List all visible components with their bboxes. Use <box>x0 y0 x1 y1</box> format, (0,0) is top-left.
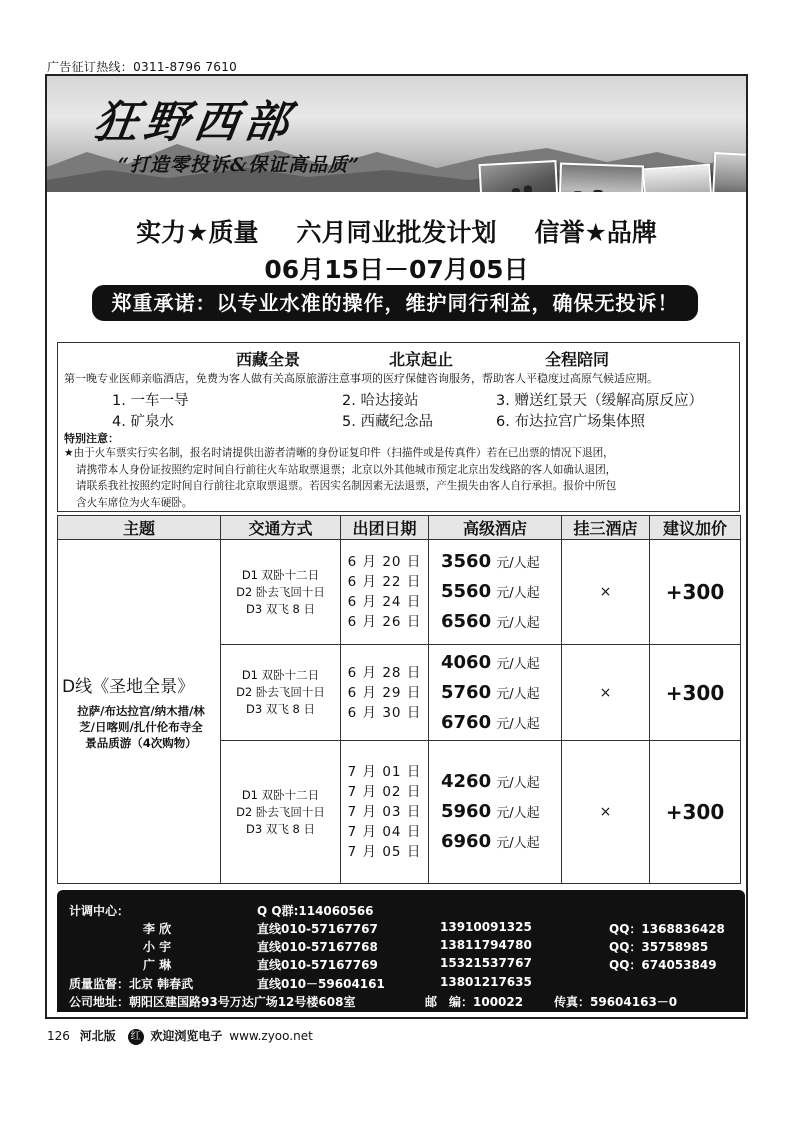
price-line <box>441 767 561 797</box>
price-unit: 元/人起 <box>496 686 540 702</box>
qq-group: Q Q群:114060566 <box>257 904 374 918</box>
headline-right: 信誉★品牌 <box>534 218 657 247</box>
table-row <box>58 540 741 645</box>
price-value: 5560 <box>441 581 492 602</box>
departure-date: 7 月 04 日 <box>347 824 422 840</box>
transport-option: D3 双飞 8 日 <box>246 702 315 716</box>
departure-date: 7 月 03 日 <box>347 804 422 820</box>
special-note <box>64 445 740 511</box>
price-value: 5760 <box>441 681 492 703</box>
photo-potala <box>712 152 746 192</box>
header-dates: 出团日期 <box>341 516 429 540</box>
quality-line: 直线010－59604161 <box>257 977 385 991</box>
departure-date: 6 月 29 日 <box>347 684 422 701</box>
banner-slogan: “打造零投诉&保证高品质” <box>118 154 361 176</box>
feature-escort: 全程陪同 <box>545 350 610 369</box>
dates-cell <box>341 540 429 645</box>
headline-left: 实力★质量 <box>136 218 259 247</box>
transport-cell <box>221 741 341 884</box>
price-line <box>441 827 561 857</box>
theme-desc <box>62 703 220 751</box>
banner-title: 狂野西部 <box>90 97 298 148</box>
header-three-star-hotel: 挂三酒店 <box>562 516 650 540</box>
feature-item: 2. 哈达接站 <box>342 393 419 409</box>
transport-option: D3 双飞 8 日 <box>246 601 315 616</box>
header-markup: 建议加价 <box>650 516 741 540</box>
premium-hotel-cell <box>429 540 562 645</box>
contact-qq: QQ：1368836428 <box>609 922 725 936</box>
contact-name: 小 宇 <box>143 940 172 954</box>
contact-name: 李 欣 <box>143 922 172 936</box>
transport-option: D2 卧去飞回十日 <box>236 685 325 699</box>
features-intro: 第一晚专业医师亲临酒店，免费为客人做有关高原旅游注意事项的医疗保健咨询服务，帮助客人平稳度过高原气候适应期。 <box>64 372 658 385</box>
price-table <box>57 515 741 884</box>
feature-tibet: 西藏全景 <box>236 350 301 369</box>
departure-date: 6 月 30 日 <box>347 704 422 721</box>
price-line <box>441 708 561 738</box>
premium-hotel-cell <box>429 645 562 741</box>
note-line: 含火车席位为火车硬卧。 <box>76 496 193 509</box>
feature-item: 5. 西藏纪念品 <box>342 414 433 430</box>
note-line: 请携带本人身份证按照约定时间自行前往火车站取票退票；北京以外其他城市预定北京出发线路的客人如确认退团， <box>76 463 617 476</box>
contact-mobile: 13811794780 <box>440 938 532 952</box>
price-value: 6760 <box>441 711 492 733</box>
note-label: 特别注意： <box>64 432 119 445</box>
markup-cell: +300 <box>650 741 741 884</box>
price-line <box>441 797 561 827</box>
header-transport: 交通方式 <box>221 516 341 540</box>
price-unit: 元/人起 <box>496 836 540 851</box>
transport-cell <box>221 645 341 741</box>
magazine-logo: 红 <box>128 1029 144 1045</box>
feature-item: 3. 赠送红景天（缓解高原反应） <box>496 393 703 409</box>
transport-cell <box>221 540 341 645</box>
price-unit: 元/人起 <box>496 806 540 821</box>
fax: 传真：59604163－0 <box>554 995 678 1009</box>
feature-beijing: 北京起止 <box>389 350 454 369</box>
theme-cell <box>58 540 221 884</box>
table-header-row <box>58 516 741 540</box>
price-unit: 元/人起 <box>496 776 540 791</box>
browse-text: 欢迎浏览电子 <box>150 1029 223 1043</box>
company-address: 公司地址：朝阳区建国路93号万达广场12号楼608室 <box>69 995 356 1009</box>
feature-item: 6. 布达拉宫广场集体照 <box>496 414 645 430</box>
price-value: 6960 <box>441 831 492 852</box>
price-value: 6560 <box>441 611 492 632</box>
contact-name: 广 琳 <box>143 958 172 972</box>
transport-option: D1 双卧十二日 <box>241 787 320 802</box>
theme-desc-line: 芝/日喀则/扎什伦布寺全 <box>79 720 203 734</box>
price-line <box>441 607 561 637</box>
price-unit: 元/人起 <box>496 616 540 631</box>
price-unit: 元/人起 <box>496 556 540 571</box>
theme-desc-line: 拉萨/布达拉宫/纳木措/林 <box>77 704 205 718</box>
features-box <box>57 342 740 512</box>
departure-date: 6 月 20 日 <box>347 554 422 570</box>
price-unit: 元/人起 <box>496 586 540 601</box>
feature-item: 4. 矿泉水 <box>112 414 174 430</box>
note-line: 请联系我社按照约定时间自行前往北京取票退票。若因实名制因素无法退票，产生损失由客人自行承担。报价中所包 <box>76 480 617 493</box>
price-line <box>441 547 561 577</box>
website-link[interactable]: www.zyoo.net <box>229 1029 313 1043</box>
three-star-cell: × <box>562 741 650 884</box>
price-value: 3560 <box>441 551 492 572</box>
transport-option: D2 卧去飞回十日 <box>236 584 325 599</box>
transport-option: D1 双卧十二日 <box>241 668 320 682</box>
dates-cell <box>341 645 429 741</box>
departure-date: 6 月 22 日 <box>347 574 422 590</box>
quality-supervisor: 质量监督：北京 韩春武 <box>69 977 194 991</box>
theme-name: D线《圣地全景》 <box>62 677 195 697</box>
page-footer <box>47 1027 313 1045</box>
contact-box <box>57 890 745 1012</box>
three-star-cell: × <box>562 645 650 741</box>
photo-camels <box>558 163 644 192</box>
planning-center-label: 计调中心： <box>69 904 130 918</box>
price-unit: 元/人起 <box>496 716 540 732</box>
edition: 河北版 <box>79 1029 116 1043</box>
transport-option: D2 卧去飞回十日 <box>236 804 325 819</box>
photo-landscape <box>642 164 714 192</box>
departure-date: 7 月 02 日 <box>347 784 422 800</box>
departure-date: 6 月 28 日 <box>347 664 422 681</box>
quality-mobile: 13801217635 <box>440 975 532 989</box>
postcode: 邮 编：100022 <box>425 995 524 1009</box>
three-star-cell: × <box>562 540 650 645</box>
contact-mobile: 13910091325 <box>440 920 532 934</box>
page-number: 126 <box>47 1029 70 1043</box>
price-value: 4060 <box>441 651 492 673</box>
price-line <box>441 648 561 678</box>
dates-cell <box>341 741 429 884</box>
contact-qq: QQ：35758985 <box>609 940 709 954</box>
departure-date: 7 月 01 日 <box>347 764 422 780</box>
contact-qq: QQ：674053849 <box>609 958 717 972</box>
markup-cell: +300 <box>650 645 741 741</box>
header-premium-hotel: 高级酒店 <box>429 516 562 540</box>
header-theme: 主题 <box>58 516 221 540</box>
promise-banner: 郑重承诺：以专业水准的操作，维护同行利益，确保无投诉！ <box>92 285 698 321</box>
departure-date: 6 月 26 日 <box>347 614 422 630</box>
contact-line: 直线010-57167768 <box>257 940 378 954</box>
price-unit: 元/人起 <box>496 656 540 672</box>
departure-date: 6 月 24 日 <box>347 594 422 610</box>
price-line <box>441 577 561 607</box>
theme-desc-line: 景品质游（4次购物） <box>85 736 197 750</box>
departure-date: 7 月 05 日 <box>347 844 422 860</box>
price-line <box>441 678 561 708</box>
price-value: 4260 <box>441 771 492 792</box>
headline-center: 六月同业批发计划 <box>296 218 497 247</box>
contact-line: 直线010-57167767 <box>257 922 378 936</box>
premium-hotel-cell <box>429 741 562 884</box>
transport-option: D3 双飞 8 日 <box>246 821 315 836</box>
price-value: 5960 <box>441 801 492 822</box>
feature-item: 1. 一车一导 <box>112 393 189 409</box>
contact-line: 直线010-57167769 <box>257 958 378 972</box>
photo-tourists <box>478 160 559 192</box>
markup-cell: +300 <box>650 540 741 645</box>
note-line: ★由于火车票实行实名制，报名时请提供出游者清晰的身份证复印件（扫描件或是传真件）若在已出票的情况下退团， <box>64 447 614 459</box>
headline-dates: 06月15日－07月05日 <box>264 255 529 284</box>
ad-hotline: 广告征订热线：0311-8796 7610 <box>47 60 238 74</box>
transport-option: D1 双卧十二日 <box>241 567 320 582</box>
headline <box>47 213 746 249</box>
contact-mobile: 15321537767 <box>440 956 532 970</box>
